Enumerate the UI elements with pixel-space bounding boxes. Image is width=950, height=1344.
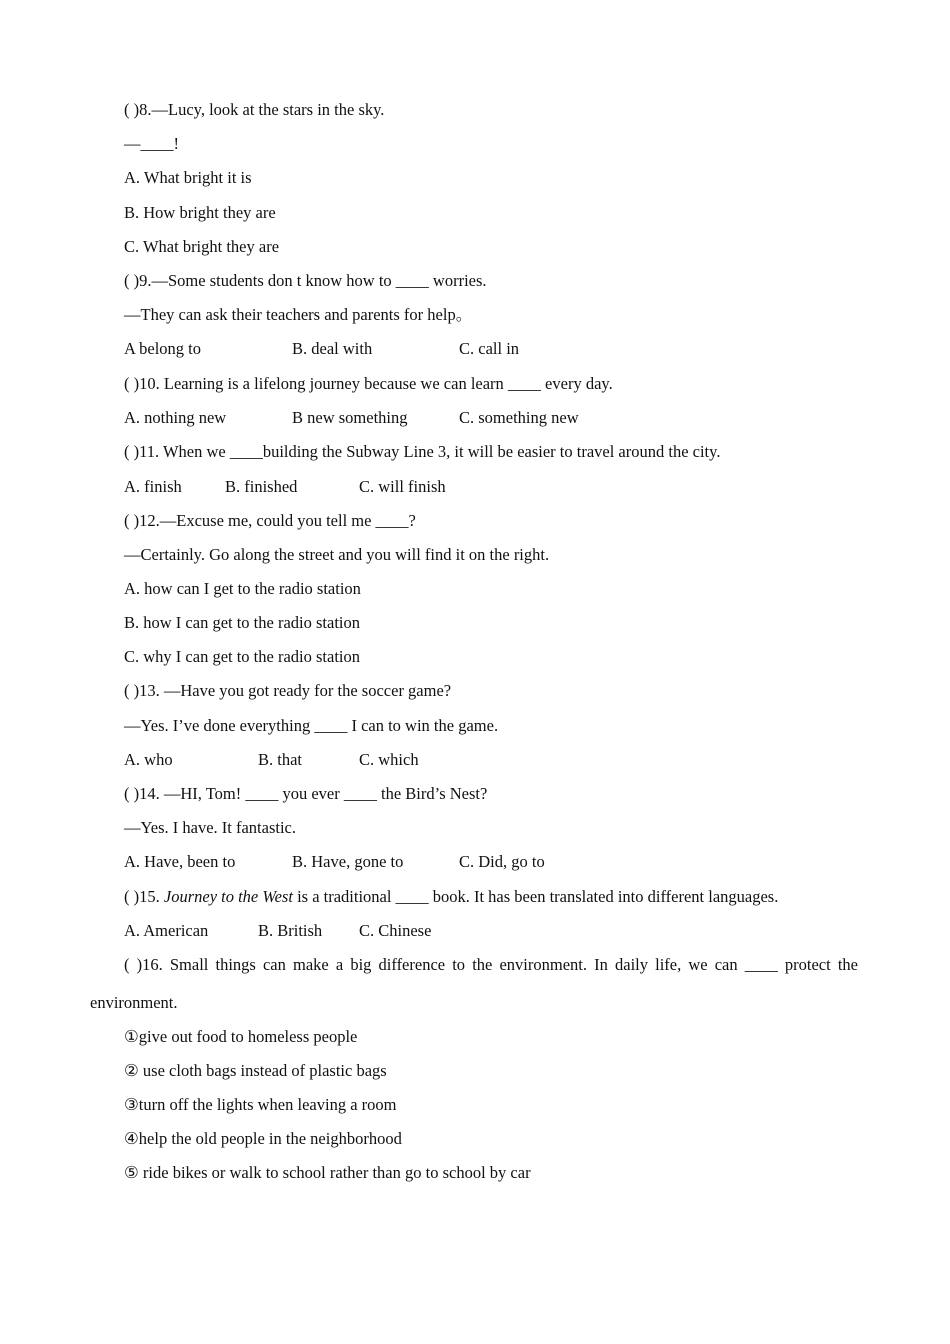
q8-option-a: A. What bright it is: [124, 168, 252, 187]
q8-stem: ( )8.—Lucy, look at the stars in the sky.: [124, 100, 385, 119]
q10-option-c: C. something new: [459, 408, 579, 427]
q14-stem: ( )14. —HI, Tom! ____ you ever ____ the Bird’s Nest?: [124, 784, 488, 803]
q9-options: [0, 339, 950, 359]
q10-stem: ( )10. Learning is a lifelong journey because we can learn ____ every day.: [124, 374, 613, 393]
q13-options: [0, 750, 950, 770]
q14-option-b: B. Have, gone to: [292, 852, 404, 871]
q9-option-c: C. call in: [459, 339, 520, 358]
q12-option-b: B. how I can get to the radio station: [124, 613, 360, 632]
q15-option-b: B. British: [258, 921, 323, 940]
q13-stem: ( )13. —Have you got ready for the soccer game?: [124, 681, 452, 700]
q16-item-5: ⑤ ride bikes or walk to school rather than go to school by car: [124, 1163, 531, 1182]
q13-option-b: B. that: [258, 750, 302, 769]
q14-reply: —Yes. I have. It fantastic.: [124, 818, 296, 837]
q11-stem: ( )11. When we ____building the Subway Line 3, it will be easier to travel around the city.: [124, 442, 721, 461]
q15-option-c: C. Chinese: [359, 921, 432, 940]
q9-stem: ( )9.—Some students don t know how to ____ worries.: [124, 271, 487, 290]
q9-option-b: B. deal with: [292, 339, 373, 358]
q8-option-c: C. What bright they are: [124, 237, 280, 256]
q12-stem: ( )12.—Excuse me, could you tell me ____?: [124, 511, 416, 530]
q15-options: [0, 921, 950, 941]
q11-options: [0, 477, 950, 497]
q11-option-c: C. will finish: [359, 477, 446, 496]
q15-option-a: A. American: [124, 921, 209, 940]
q14-option-c: C. Did, go to: [459, 852, 545, 871]
q12-option-a: A. how can I get to the radio station: [124, 579, 361, 598]
q12-option-c: C. why I can get to the radio station: [124, 647, 360, 666]
q13-option-a: A. who: [124, 750, 173, 769]
q15-stem-prefix: ( )15.: [124, 887, 164, 906]
q16-item-3: ③turn off the lights when leaving a room: [124, 1095, 397, 1114]
q10-option-a: A. nothing new: [124, 408, 227, 427]
q15-stem-suffix: is a traditional ____ book. It has been translated into different languages.: [292, 887, 779, 906]
q16-item-2: ② use cloth bags instead of plastic bags: [124, 1061, 387, 1080]
q16-stem: ( )16. Small things can make a big difference to the environment. In daily life, we can ____ protect the: [124, 955, 858, 974]
q15-book-title: Journey to the West: [163, 887, 293, 906]
q13-reply: —Yes. I’ve done everything ____ I can to win the game.: [124, 716, 499, 735]
q9-option-a: A belong to: [124, 339, 201, 358]
q11-option-b: B. finished: [225, 477, 298, 496]
q16-item-4: ④help the old people in the neighborhood: [124, 1129, 402, 1148]
q16-item-1: ①give out food to homeless people: [124, 1027, 358, 1046]
q12-reply: —Certainly. Go along the street and you will find it on the right.: [124, 545, 550, 564]
q14-options: [0, 852, 950, 872]
q14-option-a: A. Have, been to: [124, 852, 236, 871]
q8-reply: —____!: [124, 134, 179, 153]
q16-stem-continuation: environment.: [90, 993, 178, 1012]
q8-option-b: B. How bright they are: [124, 203, 276, 222]
q13-option-c: C. which: [359, 750, 419, 769]
q11-option-a: A. finish: [124, 477, 182, 496]
q15-stem: [124, 887, 778, 907]
q9-reply: —They can ask their teachers and parents for help。: [124, 305, 473, 324]
q10-options: [0, 408, 950, 428]
q10-option-b: B new something: [292, 408, 408, 427]
